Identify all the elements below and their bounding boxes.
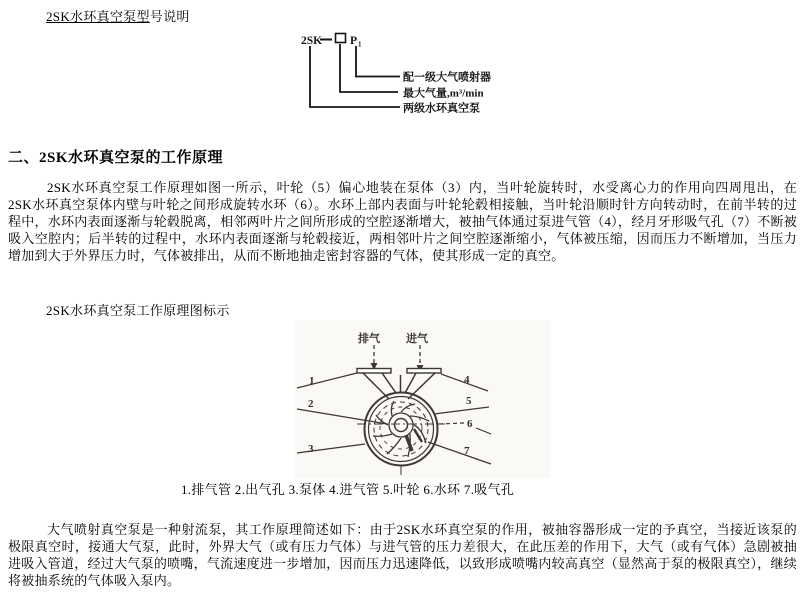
exhaust-label: 排气 [358, 333, 380, 345]
ejector-pump-paragraph: 大气喷射真空泵是一种射流泵，其工作原理简述如下：由于2SK水环真空泵的作用，被抽容器形成一定的予真空，当接近该泵的极限真空时，接通大气泵，此时，外界大气（或有压力气体）与进气管的压力差很大，在此压差的作用下，大气（或有气体）急剧被抽进吸入管道，经过大气泵的喷嘴，气流速度进一步增加，因而压力迅速降低，以致形成喷嘴内较高真空（显然高于泵的极限真空），继续将被抽系统的气体吸入泵内。 [8, 522, 797, 588]
model-prefix-label: 2SK [301, 35, 323, 47]
model-designation-figure [288, 28, 533, 124]
intake-flange [407, 369, 441, 374]
pump-diagram-figure [295, 320, 550, 478]
part-number-3: 3 [308, 443, 314, 455]
model-spec-heading-rest: 号说明 [149, 9, 190, 24]
part-number-5: 5 [466, 395, 472, 407]
model-p-subscript: 1 [358, 40, 362, 49]
shaft-circle [395, 419, 408, 432]
leader-ejector [356, 46, 400, 77]
working-principle-paragraph: 2SK水环真空泵工作原理如图一所示，叶轮（5）偏心地装在泵体（3）内，当叶轮旋转时，水受离心力的作用向四周甩出，在2SK水环真空泵体内壁与叶轮之间形成旋转水环（6）。水环上部内表面与叶轮轮毂相接触，当叶轮沿顺时针方向转动时，在前半转的过程中，水环内表面逐渐与轮毂脱离，相邻两叶片之间所形成的空腔逐渐增大，被抽气体通过泵进气管（4），经月牙形吸气孔（7）不断被吸入空腔内；后半转的过程中，水环内表面逐渐与轮毂接近，两相邻叶片之间空腔逐渐缩小，气体被压缩，因而压力不断增加，当压力增加到大于外界压力时，气体被排出，从而不断地抽走密封容器的气体，使其形成一定的真空。 [8, 180, 797, 263]
section-heading: 二、2SK水环真空泵的工作原理 [8, 150, 224, 166]
part-number-4: 4 [464, 374, 470, 386]
capacity-label: 最大气量,m³/min [403, 87, 484, 100]
intake-label: 进气 [406, 333, 428, 345]
part-number-7: 7 [464, 445, 470, 457]
stages-label: 两级水环真空泵 [403, 102, 480, 115]
part-number-2: 2 [308, 398, 314, 410]
exhaust-flange [357, 369, 391, 374]
pump-figure-title: 2SK水环真空泵工作原理图标示 [46, 303, 230, 318]
parts-caption: 1.排气管 2.出气孔 3.泵体 4.进气管 5.叶轮 6.水环 7.吸气孔 [181, 482, 515, 497]
capacity-placeholder-box [336, 34, 346, 43]
ejector-label: 配一级大气喷射器 [403, 71, 491, 84]
model-spec-heading [46, 6, 190, 25]
part-number-6: 6 [467, 418, 473, 430]
part-number-1: 1 [309, 375, 315, 387]
model-p-label: P [350, 35, 358, 47]
leader-capacity [340, 44, 398, 92]
model-spec-heading-underlined: 2SK水环真空泵型 [46, 9, 150, 24]
